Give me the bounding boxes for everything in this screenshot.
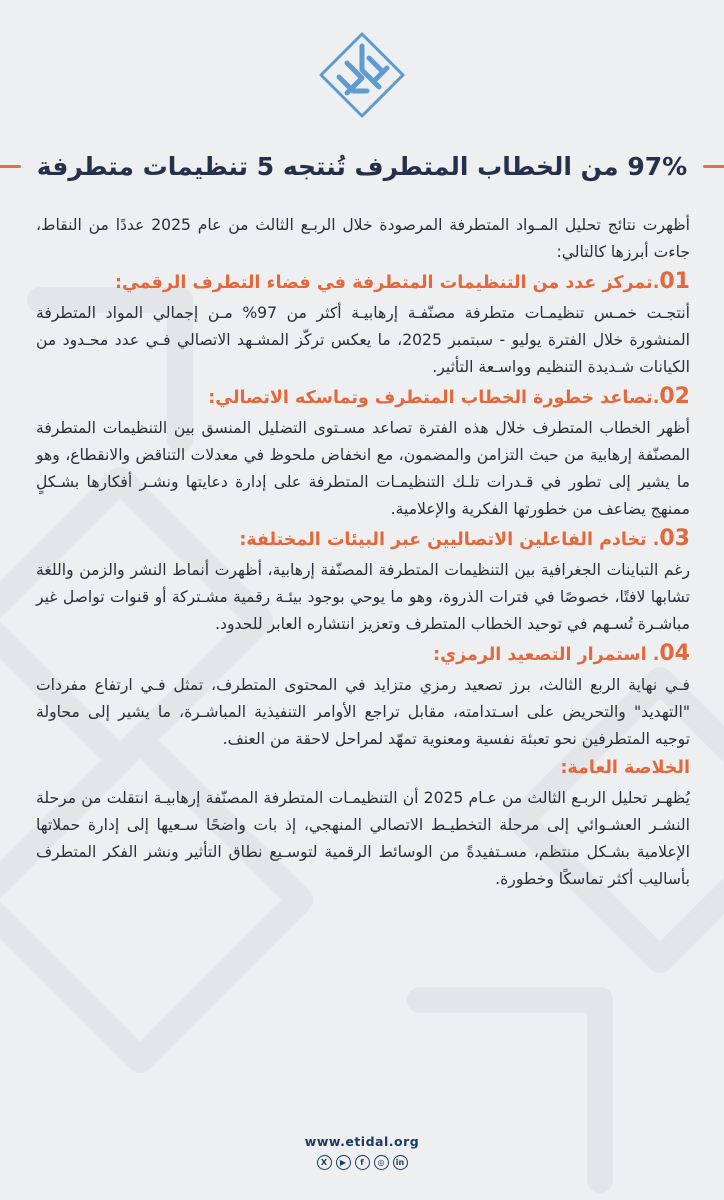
title-dash-left xyxy=(0,165,21,168)
youtube-icon[interactable]: ▶ xyxy=(336,1155,351,1170)
x-icon[interactable]: X xyxy=(317,1155,332,1170)
section-number: 03 xyxy=(659,526,690,551)
section-heading-text: .تمركز عدد من التنظيمات المتطرفة في فضاء التطرف الرقمي: xyxy=(115,273,660,293)
section-body-03: رغم التباينات الجغرافية بين التنظيمات المتطرفة المصنّفة إرهابية، أظهرت أنماط النشر والزمن واللغة تشابها لافتًا، خصوصًا في فترات الذروة، وهو ما يوحي بوجود بيئـة رقمية مشـتركة أو قنوات تواصل غير مباشـرة تُسـهم في توحيد الخطاب المتطرف وتعزيز انتشاره العابر للحدود. xyxy=(36,561,690,633)
section-body-01: أنتجـت خمـس تنظيمـات متطرفة مصنّفـة إرهابيـة أكثر من 97% مـن إجمالي المواد المتطرفة المنشورة خلال الفترة يوليو - سبتمبر 2025، ما يعكس تركّز المشـهد الاتصالي فـي عدد محـدود من الكيانات شـديدة التنظيم وواسـعة التأثير. xyxy=(36,304,690,376)
title-row xyxy=(28,148,696,184)
facebook-icon[interactable]: f xyxy=(355,1155,370,1170)
section-heading-01 xyxy=(36,267,690,298)
section-number: 01 xyxy=(659,269,690,294)
title-dash-right xyxy=(703,165,724,168)
section-body-02: أظهر الخطاب المتطرف خلال هذه الفترة تصاعد مسـتوى التضليل المنسق بين التنظيمات المتطرفة المصنّفة إرهابية من حيث التزامن والمضمون، مع انخفاض ملحوظ في معدلات التناقض والانقطاع، وهو ما يشير إلى تطور في قـدرات تلـك التنظيمـات المتطرفة على إدارة دعايتها ونشـر أفكارها بشـكلٍ ممنهج يضاعف من خطورتها الفكرية والإعلامية. xyxy=(36,419,690,518)
section-heading-text: . تخادم الفاعلين الاتصاليين عبر البيئات المختلفة: xyxy=(239,530,660,550)
section-heading-04 xyxy=(36,639,690,670)
instagram-icon[interactable]: ◎ xyxy=(374,1155,389,1170)
linkedin-icon[interactable]: in xyxy=(393,1155,408,1170)
conclusion-body: يُظهـر تحليل الربـع الثالث من عـام 2025 أن التنظيمـات المتطرفة المصنّفة إرهابيـة انتقلت من مرحلة النشـر العشـوائي إلى مرحلة التخطيـط الاتصالي المنهجي، إذ بات واضحًا سـعيها إلى إدارة حملاتها الإعلامية بشـكل منتظم، مسـتفيدةً من الوسائط الرقمية لتوسـيع نطاق التأثير ونشر الفكر المتطرف بأساليب أكثر تماسكًا وخطورة. xyxy=(36,789,690,888)
section-number: 02 xyxy=(659,384,690,409)
section-heading-03 xyxy=(36,524,690,555)
conclusion-heading: الخلاصة العامة: xyxy=(560,758,690,778)
intro-paragraph: أظهرت نتائج تحليل المـواد المتطرفة المرصودة خلال الربـع الثالث من عام 2025 عددًا من النقاط، جاءت أبرزها كالتالي: xyxy=(36,216,690,261)
social-links xyxy=(0,1155,724,1170)
page-title: 97% من الخطاب المتطرف تُنتجه 5 تنظيمات متطرفة xyxy=(36,151,688,181)
etidal-logo xyxy=(317,30,407,120)
footer xyxy=(0,1134,724,1170)
article-body xyxy=(36,212,690,893)
section-heading-text: .تصاعد خطورة الخطاب المتطرف وتماسكه الاتصالي: xyxy=(208,388,660,408)
section-body-04: فـي نهاية الربع الثالث، برز تصعيد رمزي متزايد في المحتوى المتطرف، تمثل فـي ارتفاع مفردات "التهديد" والتحريض على اسـتدامته، مقابل تراجع الأوامر التنفيذية المباشـرة، ما يشير إلى محاولة توجيه المتطرفين نحو تعبئة نفسية ومعنوية تمهّد لمراحل لاحقة من العنف. xyxy=(36,676,690,748)
website-link[interactable]: www.etidal.org xyxy=(304,1134,420,1149)
section-heading-02 xyxy=(36,382,690,413)
section-heading-text: . استمرار التصعيد الرمزي: xyxy=(433,645,660,665)
section-number: 04 xyxy=(659,641,690,666)
